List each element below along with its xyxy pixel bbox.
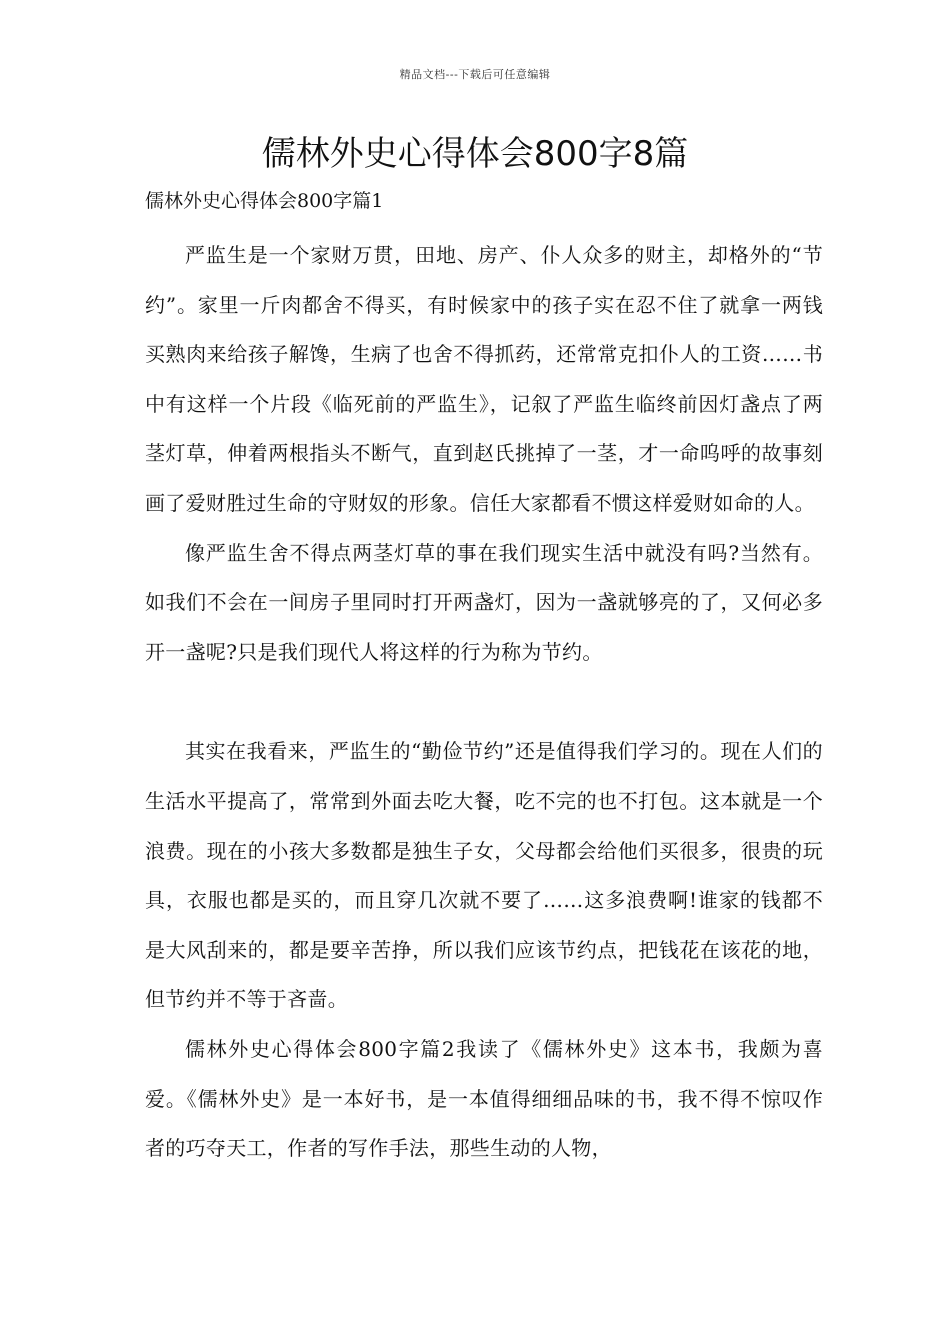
header-note: 精品文档---下载后可任意编辑 bbox=[399, 68, 551, 81]
section-heading: 儒林外史心得体会800字篇1 bbox=[145, 190, 384, 212]
paragraph-4: 儒林外史心得体会800字篇2我读了《儒林外史》这本书，我颇为喜爱。《儒林外史》是一本好书，是一本值得细细品味的书，我不得不惊叹作者的巧夺天工，作者的写作手法，那些生动的人物， bbox=[145, 1036, 823, 1161]
paragraph-2: 像严监生舍不得点两茎灯草的事在我们现实生活中就没有吗?当然有。如我们不会在一间房子里同时打开两盏灯，因为一盏就够亮的了，又何必多开一盏呢?只是我们现代人将这样的行为称为节约。 bbox=[145, 540, 823, 664]
paragraph-3: 其实在我看来，严监生的“勤俭节约”还是值得我们学习的。现在人们的生活水平提高了，常常到外面去吃大餐，吃不完的也不打包。这本就是一个浪费。现在的小孩大多数都是独生子女，父母都会给他们买很多，很贵的玩具，衣服也都是买的，而且穿几次就不要了……这多浪费啊!谁家的钱都不是大风刮来的，都是要辛苦挣，所以我们应该节约点，把钱花在该花的地，但节约并不等于吝啬。 bbox=[145, 739, 823, 1012]
paragraph-1: 严监生是一个家财万贯，田地、房产、仆人众多的财主，却格外的“节约”。家里一斤肉都舍不得买，有时候家中的孩子实在忍不住了就拿一两钱买熟肉来给孩子解馋，生病了也舍不得抓药，还常常克扣仆人的工资……书中有这样一个片段《临死前的严监生》，记叙了严监生临终前因灯盏点了两茎灯草，伸着两根指头不断气，直到赵氏挑掉了一茎，才一命呜呼的故事刻画了爱财胜过生命的守财奴的形象。信任大家都看不惯这样爱财如命的人。 bbox=[145, 243, 823, 515]
document-title: 儒林外史心得体会800字8篇 bbox=[261, 134, 689, 174]
document-body bbox=[145, 182, 823, 1174]
